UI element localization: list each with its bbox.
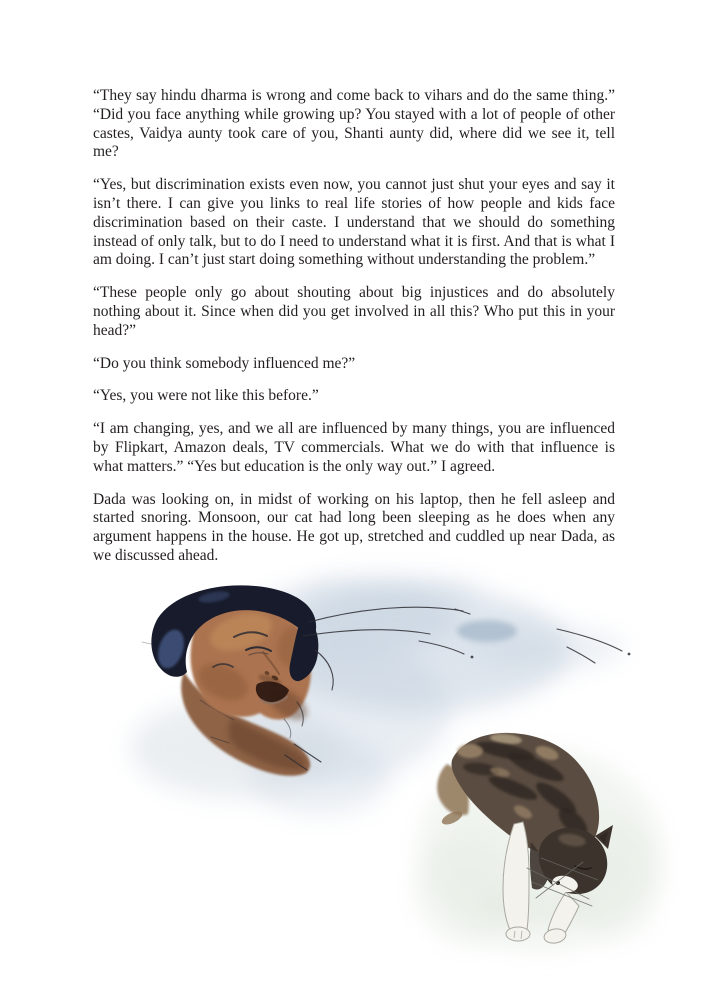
paragraph-1: “They say hindu dharma is wrong and come back to vihars and do the same thing.” “Did you face anything while growing up? You stayed with a lot of people of other castes, Vaidya aunty took care of you, Shanti aunty did, where did we see it, tell me?	[93, 87, 615, 161]
paragraph-4: “Do you think somebody influenced me?”	[93, 354, 356, 372]
paragraph-6: “I am changing, yes, and we all are influenced by many things, you are influenced by Flipkart, Amazon deals, TV commercials. What we do with that influence is what matters.” “Yes but education is the only way out.” I agreed.	[93, 420, 615, 475]
paragraph-7: Dada was looking on, in midst of working on his laptop, then he fell asleep and started snoring. Monsoon, our cat had long been sleeping as he does when any argument happens in the house. He got up, stretched and cuddled up near Dada, as we discussed ahead.	[93, 490, 615, 564]
paragraph-3: “These people only go about shouting about big injustices and do absolutely nothing about it. Since when did you get involved in all this? Who put this in your head?”	[93, 284, 615, 339]
paragraph-2: “Yes, but discrimination exists even now, you cannot just shut your eyes and say it isn’t there. I can give you links to real life stories of how people and kids face discrimination based on their caste. I understand that we should do something instead of only talk, but to do I need to understand what it is first. And that is what I am doing. I can’t just start doing something without understanding the problem.”	[93, 176, 615, 269]
cat-monsoon	[415, 732, 660, 950]
paragraph-5: “Yes, you were not like this before.”	[93, 387, 319, 405]
